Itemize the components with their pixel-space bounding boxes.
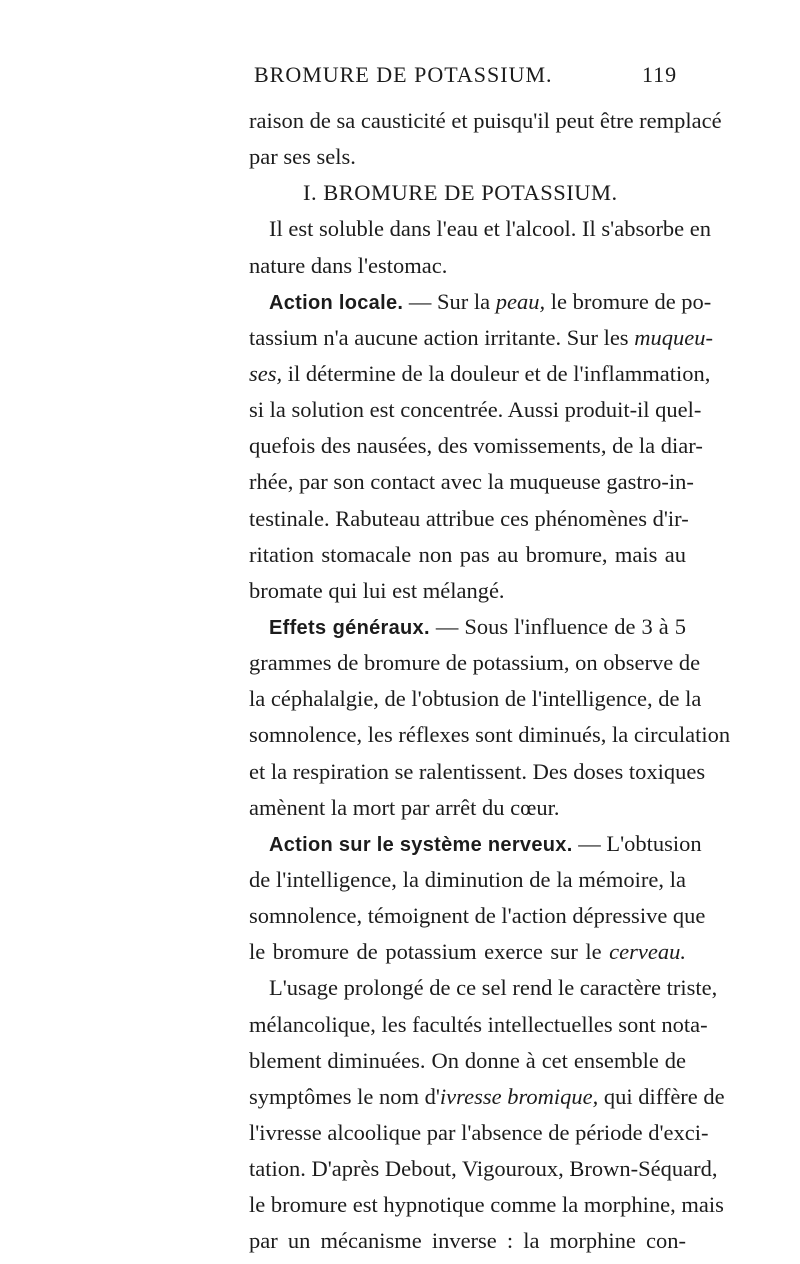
text-line: le bromure de potassium exerce sur le cerveau. — [249, 939, 686, 965]
text-line: la céphalalgie, de l'obtusion de l'intelligence, de la — [249, 686, 702, 712]
run-in-heading: Action sur le système nerveux. — [269, 833, 573, 856]
run-in-heading: Effets généraux. — [269, 616, 430, 639]
text-line: tation. D'après Debout, Vigouroux, Brown-Séquard, — [249, 1156, 718, 1182]
text-line: ritation stomacale non pas au bromure, mais au — [249, 541, 686, 567]
text-line: raison de sa causticité et puisqu'il peut être remplacé — [249, 108, 722, 133]
text-line: mélancolique, les facultés intellectuelles sont nota- — [249, 1011, 708, 1037]
text-line: somnolence, les réflexes sont diminués, la circulation — [249, 722, 731, 748]
text-line: et la respiration se ralentissent. Des doses toxiques — [249, 758, 706, 784]
page-number: 119 — [642, 62, 678, 87]
text-line: tassium n'a aucune action irritante. Sur les muqueu- — [249, 324, 713, 350]
page-header — [0, 62, 800, 92]
text-line: de l'intelligence, la diminution de la mémoire, la — [249, 866, 686, 892]
text-line: Effets généraux. — Sous l'influence de 3 à 5 — [269, 613, 686, 639]
text-line: grammes de bromure de potassium, on observe de — [249, 650, 701, 676]
text-line: Action sur le système nerveux. — L'obtusion — [269, 830, 702, 856]
text-line: Il est soluble dans l'eau et l'alcool. Il s'absorbe en — [269, 216, 712, 242]
text-line: symptômes le nom d'ivresse bromique, qui diffère de — [249, 1083, 725, 1109]
running-title: BROMURE DE POTASSIUM. — [254, 62, 553, 87]
section-heading: I. BROMURE DE POTASSIUM. — [303, 180, 618, 206]
text-line: par un mécanisme inverse : la morphine con- — [249, 1228, 686, 1254]
text-line: somnolence, témoignent de l'action dépressive que — [249, 903, 706, 929]
text-line: le bromure est hypnotique comme la morphine, mais — [249, 1192, 724, 1218]
text-line: ses, il détermine de la douleur et de l'inflammation, — [249, 360, 711, 386]
text-line: L'usage prolongé de ce sel rend le caractère triste, — [269, 975, 718, 1001]
text-line: blement diminuées. On donne à cet ensemble de — [249, 1047, 686, 1073]
text-line: amènent la mort par arrêt du cœur. — [249, 794, 560, 820]
text-line: nature dans l'estomac. — [249, 252, 448, 278]
text-line: par ses sels. — [249, 144, 356, 170]
body-text — [249, 103, 731, 1260]
text-line: Action locale. — Sur la peau, le bromure de po- — [269, 288, 712, 314]
text-line: si la solution est concentrée. Aussi produit-il quel- — [249, 397, 702, 423]
run-in-heading: Action locale. — [269, 291, 404, 314]
text-line: quefois des nausées, des vomissements, de la diar- — [249, 433, 703, 459]
text-line: bromate qui lui est mélangé. — [249, 577, 505, 603]
text-line: rhée, par son contact avec la muqueuse gastro-in- — [249, 469, 694, 495]
text-line: testinale. Rabuteau attribue ces phénomènes d'ir- — [249, 505, 689, 531]
text-line: l'ivresse alcoolique par l'absence de période d'exci- — [249, 1119, 709, 1145]
